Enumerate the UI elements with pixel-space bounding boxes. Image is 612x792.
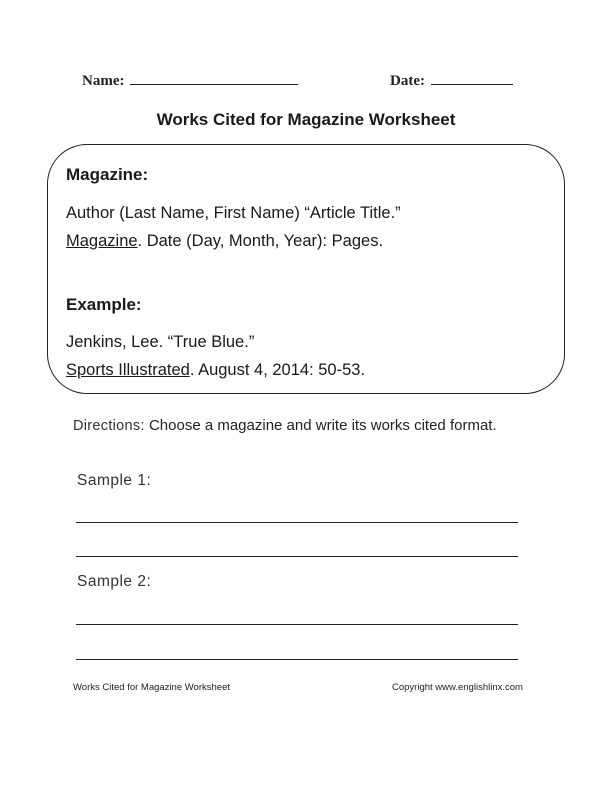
format-line-2-rest: . Date (Day, Month, Year): Pages. [137, 232, 384, 250]
directions-label: Directions: [73, 418, 145, 434]
example-magazine-name: Sports Illustrated [66, 361, 190, 379]
sample-2-answer-line-1[interactable] [76, 624, 518, 625]
name-blank-line[interactable] [130, 72, 298, 85]
format-line-2 [66, 232, 383, 251]
example-line-2-rest: . August 4, 2014: 50-53. [189, 361, 366, 379]
example-heading: Example: [66, 295, 142, 314]
name-label: Name: [82, 73, 125, 89]
example-line-1: Jenkins, Lee. “True Blue.” [66, 333, 255, 351]
sample-1-label: Sample 1: [77, 472, 152, 489]
directions [73, 414, 523, 438]
sample-1-answer-line-1[interactable] [76, 522, 518, 523]
footer-worksheet-title: Works Cited for Magazine Worksheet [73, 682, 230, 693]
footer-copyright: Copyright www.englishlinx.com [392, 682, 523, 693]
date-field [390, 72, 513, 90]
name-field [82, 72, 298, 90]
magazine-heading: Magazine: [66, 165, 149, 184]
format-line-1: Author (Last Name, First Name) “Article Title.” [66, 204, 401, 222]
directions-text: Choose a magazine and write its works cited format. [148, 417, 497, 434]
sample-2-answer-line-2[interactable] [76, 659, 518, 660]
sample-1-answer-line-2[interactable] [76, 556, 518, 557]
date-blank-line[interactable] [431, 72, 513, 85]
date-label: Date: [390, 73, 425, 89]
page-title: Works Cited for Magazine Worksheet [156, 110, 456, 129]
sample-2-label: Sample 2: [77, 573, 152, 590]
example-line-2 [66, 361, 365, 380]
format-magazine-name: Magazine [66, 232, 138, 250]
